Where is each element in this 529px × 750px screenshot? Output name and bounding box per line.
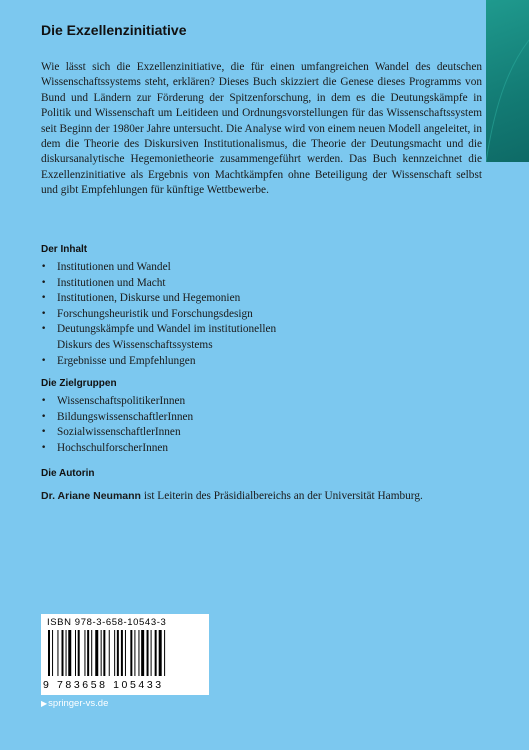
zielgruppen-heading: Die Zielgruppen <box>41 378 117 389</box>
barcode-bar <box>52 630 53 676</box>
barcode-bar <box>134 630 135 676</box>
barcode-bar <box>75 630 76 676</box>
barcode-bar <box>138 630 139 676</box>
barcode-bar <box>141 630 144 676</box>
list-item: • Deutungskämpfe und Wandel im institutionellen Diskurs des Wissenschaftssystems <box>41 322 481 353</box>
author-paragraph <box>41 489 482 504</box>
barcode-bar <box>125 630 126 676</box>
list-item: • Institutionen und Macht <box>41 276 481 292</box>
zielgruppen-list <box>41 394 481 456</box>
barcode-bar <box>109 630 110 676</box>
intro-paragraph: Wie lässt sich die Exzellenzinitiative, die für einen umfangreichen Wandel des deutschen Wissenschaftssystems steht, erklären? Dieses Buch skizziert die Genese dieses Programms von Bund und Ländern zur Förderung der Spitzenforschung, in dem es die Deutungskämpfe in Politik und Wissenschaft um Leitideen und Ordnungsvorstellungen für das Wissenschaftssystem seit Beginn der 1980er Jahre untersucht. Die Analyse wird von einem neuen Modell angeleitet, in dem die Theorie des Diskursiven Institutionalismus, die Theorie der Deutungsmacht und die diskursanalytische Hegemonietheorie zusammengeführt werden. Das Buch kennzeichnet die Exzellenzinitiative als Ergebnis von Machtkämpfen ohne Beteiligung der Wissenschaft selbst und gibt Empfehlungen für künftige Wettbewerbe. <box>41 61 482 197</box>
barcode-bar <box>68 630 71 676</box>
author-text: ist Leiterin des Präsidialbereichs an der Universität Hamburg. <box>143 490 423 502</box>
barcode-bar <box>101 630 102 676</box>
barcode-bar <box>155 630 157 676</box>
barcode-bar <box>151 630 152 676</box>
barcode-bar <box>91 630 92 676</box>
barcode-bar <box>159 630 162 676</box>
publisher-website <box>41 698 108 709</box>
barcode-bar <box>147 630 149 676</box>
inhalt-heading: Der Inhalt <box>41 244 88 255</box>
isbn-digits: 9 783658 105433 <box>43 679 164 691</box>
list-item: • HochschulforscherInnen <box>41 441 481 457</box>
author-name: Dr. Ariane Neumann <box>41 490 141 502</box>
isbn-label: ISBN 978-3-658-10543-3 <box>47 617 167 628</box>
list-item: • Institutionen und Wandel <box>41 260 481 276</box>
list-item: • Ergebnisse und Empfehlungen <box>41 354 481 370</box>
isbn-barcode-box <box>41 614 209 695</box>
barcode-bar <box>130 630 132 676</box>
list-item: • Institutionen, Diskurse und Hegemonien <box>41 291 481 307</box>
list-item: • WissenschaftspolitikerInnen <box>41 394 481 410</box>
barcode-bar <box>103 630 105 676</box>
barcode-bar <box>87 630 89 676</box>
list-item: • SozialwissenschaftlerInnen <box>41 425 481 441</box>
barcode-bar <box>114 630 115 676</box>
corner-accent-graphic <box>486 0 529 162</box>
barcode-bar <box>164 630 165 676</box>
barcode-bar <box>62 630 64 676</box>
barcode-bar <box>78 630 80 676</box>
list-item: • Forschungsheuristik und Forschungsdesign <box>41 307 481 323</box>
back-cover-title: Die Exzellenzinitiative <box>41 22 187 38</box>
list-item: • BildungswissenschaftlerInnen <box>41 410 481 426</box>
barcode-bar <box>66 630 67 676</box>
barcode-bar <box>57 630 58 676</box>
autorin-heading: Die Autorin <box>41 468 95 479</box>
barcode-bar <box>48 630 50 676</box>
barcode-graphic <box>48 630 202 680</box>
barcode-bar <box>84 630 85 676</box>
barcode-bar <box>117 630 119 676</box>
arrow-right-icon: ▶ <box>41 699 48 708</box>
barcode-bar <box>95 630 98 676</box>
barcode-bar <box>121 630 123 676</box>
inhalt-list <box>41 260 481 369</box>
corner-arc-decoration <box>486 0 529 162</box>
website-text: springer-vs.de <box>48 698 109 709</box>
